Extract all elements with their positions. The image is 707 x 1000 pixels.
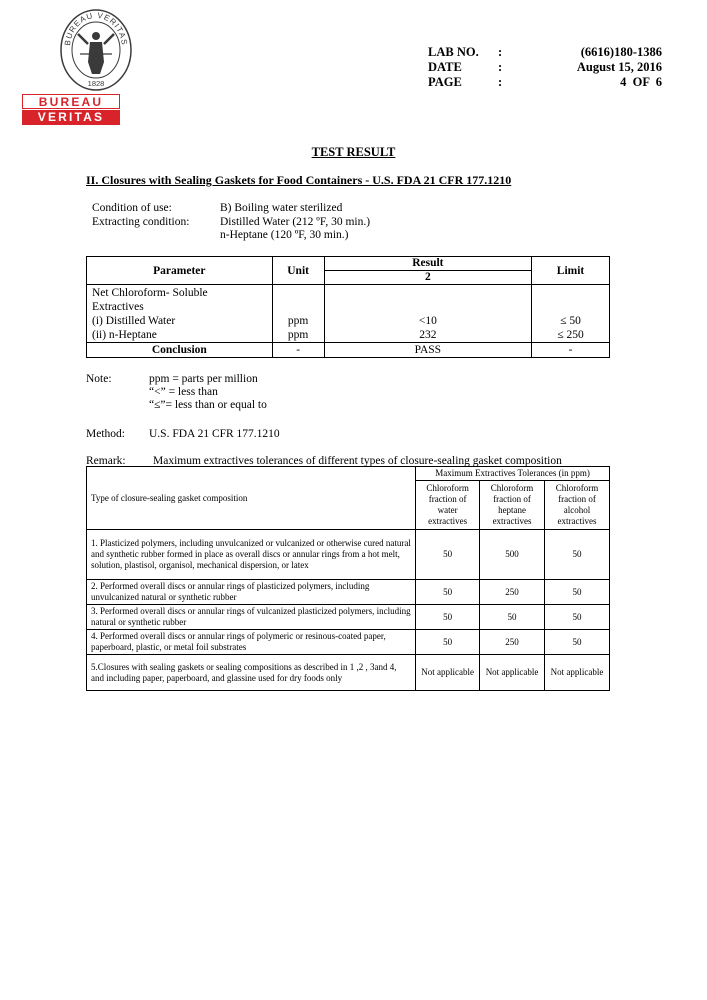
report-header: [428, 45, 662, 91]
alcohol-value: 50: [545, 630, 610, 655]
param-heading: Extractives: [92, 301, 144, 313]
page-value: 4 OF 6: [620, 75, 662, 89]
unit-value: ppm: [287, 329, 309, 341]
seal-icon: [60, 8, 132, 92]
limit-cell: [532, 285, 610, 343]
method-label: Method:: [86, 428, 125, 440]
col-header-water: Chloroform fraction of water extractives: [416, 481, 480, 530]
note-line: ppm = parts per million: [149, 373, 258, 385]
heptane-value: 50: [480, 605, 545, 630]
conclusion-unit: -: [272, 343, 324, 358]
water-value: Not applicable: [416, 655, 480, 691]
alcohol-value: 50: [545, 605, 610, 630]
colon: :: [498, 60, 503, 74]
tolerance-table: [86, 466, 610, 691]
note-label: Note:: [86, 373, 112, 385]
brand-name-top: BUREAU: [22, 94, 120, 109]
type-cell: 5.Closures with sealing gaskets or sealing compositions as described in 1 ,2 , 3and 4, and including paper, paperboard, and glassine used for dry foods only: [87, 655, 416, 691]
conclusion-label: Conclusion: [87, 343, 273, 358]
condition-of-use-value: B) Boiling water sterilized: [220, 202, 343, 214]
result-cell: [324, 285, 532, 343]
type-cell: 3. Performed overall discs or annular rings of vulcanized plasticized polymers, including natural or synthetic rubber: [87, 605, 416, 630]
date-label: DATE: [428, 60, 462, 74]
notes-list: [149, 373, 267, 412]
conditions-labels: [92, 202, 189, 229]
water-value: 50: [416, 530, 480, 580]
type-cell: 2. Performed overall discs or annular rings of plasticized polymers, including unvulcanized natural or synthetic rubber: [87, 580, 416, 605]
result-header: Result: [324, 257, 532, 271]
unit-header: Unit: [272, 257, 324, 285]
colon: :: [498, 45, 503, 59]
conditions-values: [220, 202, 370, 243]
type-cell: 4. Performed overall discs or annular rings of polymeric or resinous-coated paper, paperboard, plastic, or metal foil substrates: [87, 630, 416, 655]
limit-value: ≤ 250: [557, 329, 584, 341]
heptane-value: Not applicable: [480, 655, 545, 691]
col-header-alcohol: Chloroform fraction of alcohol extractives: [545, 481, 610, 530]
note-line: “<” = less than: [149, 386, 218, 398]
conclusion-limit: -: [532, 343, 610, 358]
condition-of-use-label: Condition of use:: [92, 202, 172, 214]
page-title: TEST RESULT: [311, 145, 396, 159]
parameter-cell: [87, 285, 273, 343]
unit-value: ppm: [287, 315, 309, 327]
seal-year: 1828: [87, 79, 105, 88]
section-heading: II. Closures with Sealing Gaskets for Food Containers - U.S. FDA 21 CFR 177.1210: [86, 173, 512, 187]
heptane-value: 250: [480, 580, 545, 605]
bureau-veritas-logo: [22, 5, 129, 125]
alcohol-value: 50: [545, 580, 610, 605]
results-table: [86, 256, 610, 358]
method-value: U.S. FDA 21 CFR 177.1210: [149, 428, 280, 440]
limit-value: ≤ 50: [560, 315, 581, 327]
limit-header: Limit: [532, 257, 610, 285]
param-name: (i) Distilled Water: [92, 315, 176, 327]
result-value: 232: [419, 329, 437, 341]
type-cell: 1. Plasticized polymers, including unvulcanized or vulcanized or otherwise cured natural and synthetic rubber formed in place as overall discs or annular rings from a hot melt, solution, plastisol, organisol, mechanical dispersion, or latex: [87, 530, 416, 580]
water-value: 50: [416, 630, 480, 655]
colon: :: [498, 75, 503, 89]
page-label: PAGE: [428, 75, 462, 89]
result-value: <10: [418, 315, 437, 327]
note-line: “≤”= less than or equal to: [149, 399, 267, 411]
col-header-heptane: Chloroform fraction of heptane extractives: [480, 481, 545, 530]
lab-no-label: LAB NO.: [428, 45, 479, 59]
water-value: 50: [416, 580, 480, 605]
extracting-condition-label: Extracting condition:: [92, 215, 190, 228]
extracting-condition-value: Distilled Water (212 ºF, 30 min.): [220, 215, 371, 228]
heptane-value: 250: [480, 630, 545, 655]
brand-name-bottom: VERITAS: [22, 110, 120, 125]
heptane-value: 500: [480, 530, 545, 580]
lab-no-value: (6616)180-1386: [580, 45, 662, 59]
remark-value: Maximum extractives tolerances of different types of closure-sealing gasket composition: [153, 455, 562, 467]
date-value: August 15, 2016: [576, 60, 662, 74]
tolerance-group-header: Maximum Extractives Tolerances (in ppm): [416, 467, 610, 481]
conclusion-result: PASS: [324, 343, 532, 358]
alcohol-value: Not applicable: [545, 655, 610, 691]
extracting-condition-value: n-Heptane (120 ºF, 30 min.): [220, 229, 349, 241]
unit-cell: [272, 285, 324, 343]
alcohol-value: 50: [545, 530, 610, 580]
svg-text:BUREAU VERITAS: BUREAU VERITAS: [63, 10, 129, 47]
type-header: Type of closure-sealing gasket composition: [87, 467, 416, 530]
parameter-header: Parameter: [87, 257, 273, 285]
param-name: (ii) n-Heptane: [92, 329, 157, 341]
remark-label: Remark:: [86, 455, 126, 467]
param-heading: Net Chloroform- Soluble: [92, 287, 208, 299]
result-subheader: 2: [324, 271, 532, 285]
water-value: 50: [416, 605, 480, 630]
